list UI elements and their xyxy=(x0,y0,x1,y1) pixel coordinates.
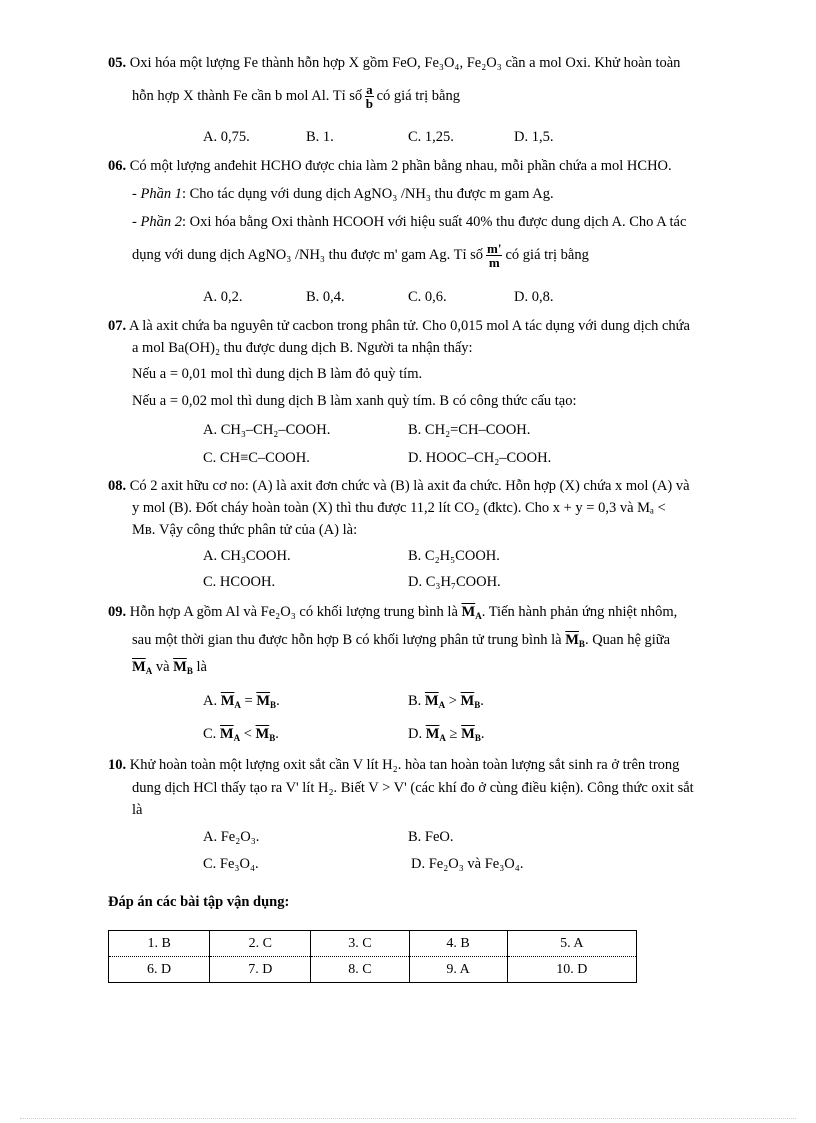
q10-option-a: A. Fe₂O₃. xyxy=(203,829,260,845)
mean-mass-a: $\overline{M}_A$ xyxy=(461,604,482,621)
answer-cell: 7. D xyxy=(210,957,311,983)
q08-option-a: A. CH₃COOH. xyxy=(203,548,291,564)
q09-line1: 09. Hỗn hợp A gồm Al và Fe₂O₃ có khối lượng trung bình là $\overline{M}_A$. Tiến hành phản ứng nhiệt nhôm, xyxy=(108,604,678,621)
answer-table xyxy=(108,930,637,983)
answer-cell: 4. B xyxy=(409,931,507,957)
answer-cell: 8. C xyxy=(311,957,409,983)
q06-option-c: C. 0,6. xyxy=(408,289,447,305)
q05-option-d: D. 1,5. xyxy=(514,129,554,145)
q10-line3: là xyxy=(132,802,143,818)
answer-cell: 9. A xyxy=(409,957,507,983)
q07-line3: Nếu a = 0,01 mol thì dung dịch B làm đỏ quỳ tím. xyxy=(132,366,423,382)
q07-line4: Nếu a = 0,02 mol thì dung dịch B làm xanh quỳ tím. B có công thức cấu tạo: xyxy=(132,393,577,409)
q08-option-d: D. C₃H₇COOH. xyxy=(408,574,501,590)
q07-option-a: A. CH₃–CH₂–COOH. xyxy=(203,422,331,438)
q06-fraction: $\frac{m'}{m}$ xyxy=(487,241,502,271)
q07-number: 07. xyxy=(108,318,127,334)
q09-number: 09. xyxy=(108,604,127,620)
q05-option-c: C. 1,25. xyxy=(408,129,454,145)
q07-option-c: C. CH≡C–COOH. xyxy=(203,450,310,466)
q06-option-d: D. 0,8. xyxy=(514,289,554,305)
q05-number: 05. xyxy=(108,55,127,71)
q10-line1: 10. Khử hoàn toàn một lượng oxit sắt cần V lít H₂. hòa tan hoàn toàn lượng sắt sinh ra ở trên trong xyxy=(108,757,680,773)
q05-line1: 05. Oxi hóa một lượng Fe thành hỗn hợp X gồm FeO, Fe₃O₄, Fe₂O₃ cần a mol Oxi. Khử hoàn toàn xyxy=(108,55,681,71)
q08-option-c: C. HCOOH. xyxy=(203,574,276,590)
q10-option-c: C. Fe₃O₄. xyxy=(203,856,259,872)
answer-cell: 6. D xyxy=(109,957,210,983)
q06-line1: 06. Có một lượng anđehit HCHO được chia làm 2 phần bằng nhau, mỗi phần chứa a mol HCHO. xyxy=(108,158,672,174)
q10-option-b: B. FeO. xyxy=(408,829,454,845)
answer-cell: 3. C xyxy=(311,931,409,957)
q07-option-b: B. CH₂=CH–COOH. xyxy=(408,422,531,438)
q06-option-a: A. 0,2. xyxy=(203,289,243,305)
answer-cell: 2. C xyxy=(210,931,311,957)
answer-cell: 5. A xyxy=(507,931,636,957)
table-row xyxy=(109,957,637,983)
q05-fraction: $\frac{a}{b}$ xyxy=(365,82,373,112)
q06-part2: - Phần 2: Oxi hóa bằng Oxi thành HCOOH với hiệu suất 40% thu được dung dịch A. Cho A tác xyxy=(132,214,687,230)
q09-option-b: B. $\overline{M}_A > \overline{M}_B$. xyxy=(408,693,484,710)
q06-line4: dụng với dung dịch AgNO₃ /NH₃ thu được m' gam Ag. Tỉ số $\frac{m'}{m}$ có giá trị bằng xyxy=(132,241,589,271)
q05-option-b: B. 1. xyxy=(306,129,334,145)
q09-line2: sau một thời gian thu được hỗn hợp B có khối lượng phân tử trung bình là $\overline{M}_B$. Quan hệ giữa xyxy=(132,632,671,649)
q09-option-a: A. $\overline{M}_A = \overline{M}_B$. xyxy=(203,693,280,710)
q08-line1: 08. Có 2 axit hữu cơ no: (A) là axit đơn chức và (B) là axit đa chức. Hỗn hợp (X) chứa x mol (A) và xyxy=(108,478,690,494)
q08-line2: y mol (B). Đốt cháy hoàn toàn (X) thì thu được 11,2 lít CO₂ (đktc). Cho x + y = 0,3 và Mₐ < xyxy=(132,500,666,516)
q06-number: 06. xyxy=(108,158,127,174)
q10-number: 10. xyxy=(108,757,127,773)
q07-line2: a mol Ba(OH)₂ thu được dung dịch B. Người ta nhận thấy: xyxy=(132,340,473,356)
q08-option-b: B. C₂H₅COOH. xyxy=(408,548,500,564)
answer-cell: 1. B xyxy=(109,931,210,957)
q09-line3: $\overline{M}_A$ và $\overline{M}_B$ là xyxy=(132,659,207,676)
q07-line1: 07. A là axit chứa ba nguyên tử cacbon trong phân tử. Cho 0,015 mol A tác dụng với dung dịch chứa xyxy=(108,318,690,334)
q06-part1: - Phần 1: Cho tác dụng với dung dịch AgNO₃ /NH₃ thu được m gam Ag. xyxy=(132,186,554,202)
q08-line3: Mв. Vậy công thức phân tử của (A) là: xyxy=(132,522,358,538)
q06-option-b: B. 0,4. xyxy=(306,289,345,305)
q10-option-d: D. Fe₂O₃ và Fe₃O₄. xyxy=(411,856,524,872)
mean-mass-b: $\overline{M}_B$ xyxy=(565,632,585,649)
answers-title: Đáp án các bài tập vận dụng: xyxy=(108,894,290,910)
page-footer-divider xyxy=(20,1118,796,1119)
q09-option-c: C. $\overline{M}_A < \overline{M}_B$. xyxy=(203,726,279,743)
q07-option-d: D. HOOC–CH₂–COOH. xyxy=(408,450,552,466)
q05-line2: hỗn hợp X thành Fe cần b mol Al. Tỉ số $\frac{a}{b}$ có giá trị bằng xyxy=(132,82,460,112)
q10-line2: dung dịch HCl thấy tạo ra V' lít H₂. Biết V > V' (các khí đo ở cùng điều kiện). Công thức oxit sắt xyxy=(132,780,694,796)
answer-cell: 10. D xyxy=(507,957,636,983)
table-row xyxy=(109,931,637,957)
q09-option-d: D. $\overline{M}_A \ge \overline{M}_B$. xyxy=(408,726,485,743)
q08-number: 08. xyxy=(108,478,127,494)
q05-option-a: A. 0,75. xyxy=(203,129,250,145)
